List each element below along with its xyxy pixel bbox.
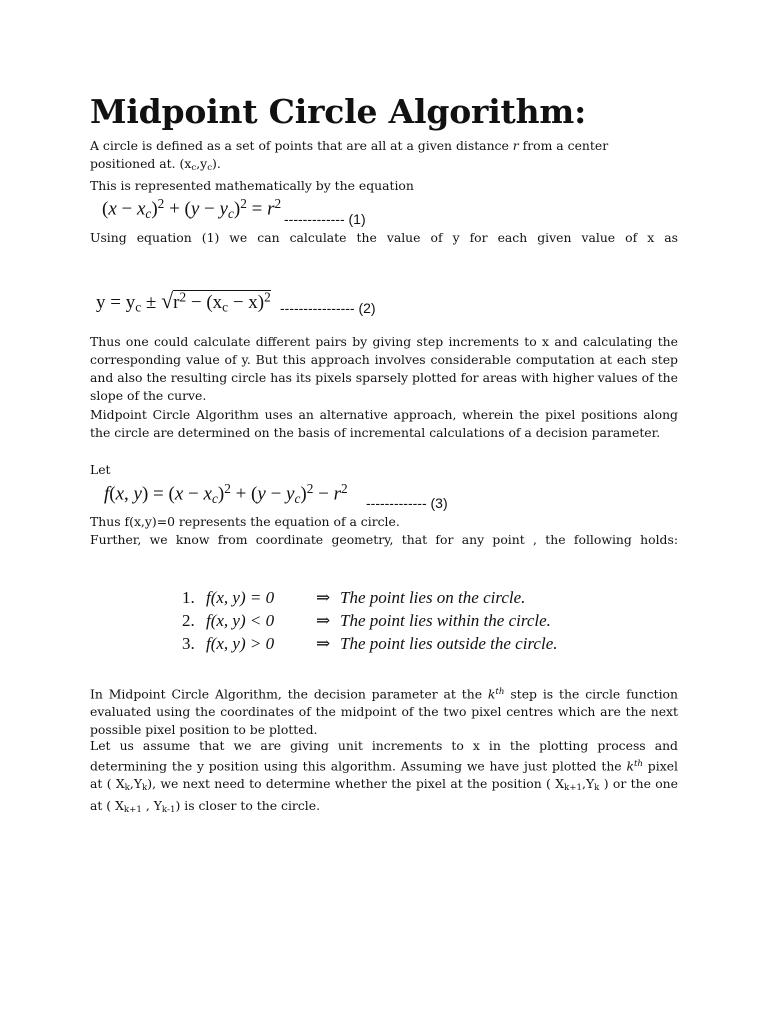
condition-text: The point lies on the circle. [340, 588, 526, 607]
assume-text-g: , Y [141, 798, 162, 814]
center-comma: ,y [196, 156, 208, 171]
center-sub-x: c [191, 163, 197, 174]
decision-text: In Midpoint Circle Algorithm, the decision parameter at the [90, 686, 488, 702]
assume-text-h: ) is closer to the circle. [175, 798, 321, 814]
condition-expression: f(x, y) = 0 [206, 588, 275, 607]
intro-paragraph [90, 137, 678, 195]
using-paragraph: Using equation (1) we can calculate the value of y for each given value of x as [90, 230, 678, 245]
equation-2-number: ---------------- (2) [280, 300, 376, 316]
center-text: positioned at. (x [90, 156, 192, 171]
center-end: ). [212, 156, 221, 171]
represented-text: This is represented mathematically by the equation [90, 178, 414, 194]
intro-text-cont: from a center [518, 138, 609, 153]
implies-arrow: ⇒ [316, 634, 331, 653]
assume-text-f: ) or the one at ( X [90, 776, 678, 814]
assume-text-b: pixel at ( X [90, 758, 678, 792]
condition-number: 3. [182, 634, 195, 653]
subscript: k [142, 783, 148, 794]
th-superscript: th [633, 759, 644, 769]
condition-expression: f(x, y) > 0 [206, 634, 275, 653]
condition-item [182, 611, 642, 634]
condition-text: The point lies outside the circle. [340, 634, 558, 653]
subscript: k-1 [161, 805, 176, 816]
k-symbol: k [487, 686, 496, 702]
further-text: Further, we know from coordinate geometry, that for any point , the following holds: [90, 532, 678, 547]
condition-number: 2. [182, 611, 195, 630]
subscript: k [124, 783, 130, 794]
subscript: k+1 [564, 783, 583, 794]
k-symbol: k [626, 758, 634, 774]
assume-paragraph [90, 737, 678, 820]
condition-item [182, 588, 642, 611]
subscript: k [594, 783, 600, 794]
intro-text: A circle is defined as a set of points that are all at a given distance [90, 138, 513, 153]
assume-text-c: ,Y [129, 776, 143, 792]
condition-expression: f(x, y) < 0 [206, 611, 275, 630]
assume-text-d: ), we next need to determine whether the pixel at the position ( X [147, 776, 565, 792]
condition-item [182, 634, 642, 657]
radius-symbol: r [512, 138, 519, 153]
equation-1: $(x - x_c)^2 + (y - y_c)^2 = r^2$ [102, 196, 282, 221]
decision-paragraph [90, 683, 678, 739]
decision-text-cont: step is the circle function evaluated using the coordinates of the midpoint of the two pixel centres which are the next possible pixel position to be plotted. [90, 686, 678, 738]
page-title: Midpoint Circle Algorithm: [90, 92, 587, 131]
midpoint-paragraph: Midpoint Circle Algorithm uses an alternative approach, wherein the pixel positions along the circle are determined on the basis of incremental calculations of a decision parameter. [90, 407, 678, 440]
equation-2: $y = y_c \pm √r^2 - (x_c - x)^2$ [96, 288, 271, 315]
implies-arrow: ⇒ [316, 611, 331, 630]
thus-f-text: Thus f(x,y)=0 represents the equation of a circle. [90, 514, 400, 529]
assume-text-e: ,Y [582, 776, 595, 792]
condition-text: The point lies within the circle. [340, 611, 551, 630]
equation-1-number: ------------- (1) [284, 211, 366, 227]
implies-arrow: ⇒ [316, 588, 331, 607]
let-text: Let [90, 462, 111, 477]
center-sub-y: c [207, 163, 213, 174]
equation-3: f(x, $y) = (x - x_c)^2 + (y - y_c)^2 - r^2$ [104, 481, 348, 506]
assume-text: Let us assume that we are giving unit increments to x in the plotting process and determining the y position using this algorithm. Assuming we have just plotted the [90, 738, 678, 774]
subscript: k+1 [123, 805, 142, 816]
equation-3-number: ------------- (3) [366, 495, 448, 511]
condition-number: 1. [182, 588, 195, 607]
conditions-list [182, 588, 642, 657]
th-superscript: th [495, 687, 505, 697]
thus-paragraph: Thus one could calculate different pairs by giving step increments to x and calculating the corresponding value of y. But this approach involves considerable computation at each step and also the resulting circle has its pixels sparsely plotted for areas with higher values of the slope of the curve. [90, 334, 678, 403]
